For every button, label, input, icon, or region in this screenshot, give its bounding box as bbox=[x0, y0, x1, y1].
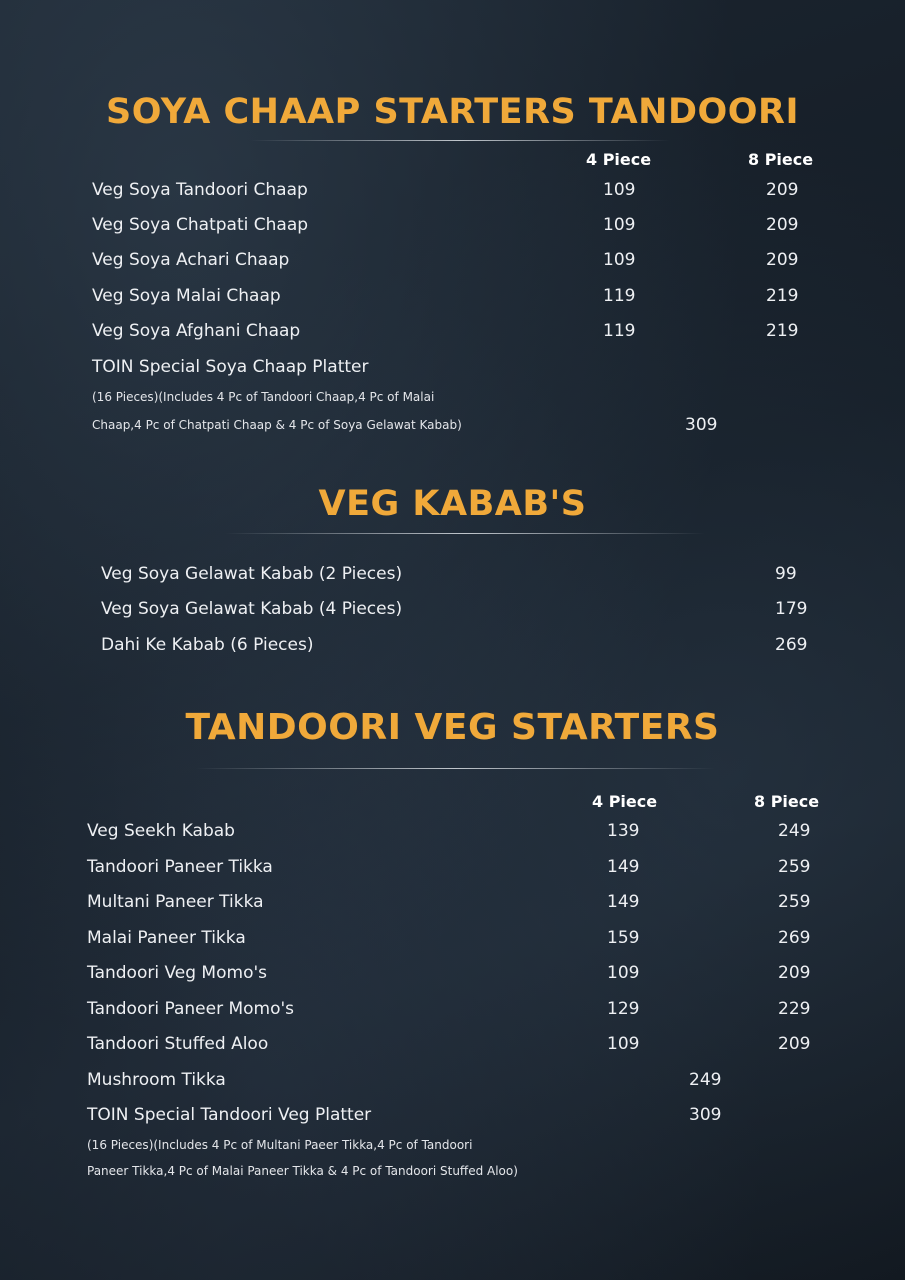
section-title-tandoori-veg-starters: TANDOORI VEG STARTERS bbox=[185, 707, 720, 748]
menu-item bbox=[0, 928, 905, 958]
price-8-piece: 209 bbox=[778, 1034, 811, 1054]
price-4-piece: 109 bbox=[607, 1034, 640, 1054]
menu-item bbox=[0, 857, 905, 887]
platter-price: 309 bbox=[689, 1105, 722, 1125]
col-header-4-piece: 4 Piece bbox=[586, 150, 652, 169]
item-name: Veg Soya Chatpati Chaap bbox=[92, 215, 309, 235]
price-4-piece: 149 bbox=[607, 892, 640, 912]
platter-description: (16 Pieces)(Includes 4 Pc of Tandoori Chaap,4 Pc of Malai bbox=[92, 390, 435, 404]
item-name: Veg Soya Afghani Chaap bbox=[92, 321, 301, 341]
menu-item bbox=[0, 180, 905, 210]
item-name: Multani Paneer Tikka bbox=[87, 892, 264, 912]
item-price: 249 bbox=[689, 1070, 722, 1090]
item-name: Veg Soya Malai Chaap bbox=[92, 286, 281, 306]
menu-item bbox=[0, 892, 905, 922]
price-8-piece: 209 bbox=[766, 215, 799, 235]
price-8-piece: 219 bbox=[766, 321, 799, 341]
platter-description: Paneer Tikka,4 Pc of Malai Paneer Tikka & 4 Pc of Tandoori Stuffed Aloo) bbox=[87, 1164, 518, 1178]
price-4-piece: 109 bbox=[603, 250, 636, 270]
price-4-piece: 109 bbox=[603, 215, 636, 235]
item-name: TOIN Special Soya Chaap Platter bbox=[92, 357, 369, 377]
title-divider bbox=[225, 533, 705, 534]
platter-item bbox=[0, 357, 905, 387]
item-name: TOIN Special Tandoori Veg Platter bbox=[87, 1105, 372, 1125]
item-price: 179 bbox=[775, 599, 808, 619]
platter-item bbox=[0, 1105, 905, 1135]
item-name: Tandoori Paneer Momo's bbox=[87, 999, 295, 1019]
menu-item bbox=[0, 1070, 905, 1100]
menu-item bbox=[0, 215, 905, 245]
item-name: Veg Soya Gelawat Kabab (4 Pieces) bbox=[101, 599, 403, 619]
price-4-piece: 119 bbox=[603, 321, 636, 341]
price-4-piece: 139 bbox=[607, 821, 640, 841]
item-name: Tandoori Paneer Tikka bbox=[87, 857, 273, 877]
price-8-piece: 229 bbox=[778, 999, 811, 1019]
item-name: Tandoori Veg Momo's bbox=[87, 963, 267, 983]
col-header-8-piece: 8 Piece bbox=[748, 150, 814, 169]
item-name: Mushroom Tikka bbox=[87, 1070, 226, 1090]
menu-item bbox=[0, 963, 905, 993]
platter-price: 309 bbox=[685, 415, 718, 435]
item-price: 99 bbox=[775, 564, 797, 584]
col-header-8-piece: 8 Piece bbox=[754, 792, 820, 811]
price-8-piece: 249 bbox=[778, 821, 811, 841]
price-8-piece: 209 bbox=[766, 180, 799, 200]
section-title-veg-kababs: VEG KABAB'S bbox=[318, 484, 587, 524]
menu-item bbox=[0, 1034, 905, 1064]
price-8-piece: 209 bbox=[766, 250, 799, 270]
price-4-piece: 109 bbox=[607, 963, 640, 983]
item-name: Veg Soya Achari Chaap bbox=[92, 250, 290, 270]
price-4-piece: 109 bbox=[603, 180, 636, 200]
menu-item bbox=[0, 821, 905, 851]
price-8-piece: 219 bbox=[766, 286, 799, 306]
menu-item bbox=[0, 599, 905, 629]
price-4-piece: 159 bbox=[607, 928, 640, 948]
menu-item bbox=[0, 999, 905, 1029]
item-name: Veg Soya Tandoori Chaap bbox=[92, 180, 308, 200]
col-header-4-piece: 4 Piece bbox=[592, 792, 658, 811]
price-8-piece: 259 bbox=[778, 892, 811, 912]
title-divider bbox=[250, 140, 670, 141]
platter-description: (16 Pieces)(Includes 4 Pc of Multani Paeer Tikka,4 Pc of Tandoori bbox=[87, 1138, 473, 1152]
price-8-piece: 259 bbox=[778, 857, 811, 877]
item-name: Tandoori Stuffed Aloo bbox=[87, 1034, 269, 1054]
price-8-piece: 209 bbox=[778, 963, 811, 983]
menu-item bbox=[0, 250, 905, 280]
item-name: Malai Paneer Tikka bbox=[87, 928, 246, 948]
price-4-piece: 149 bbox=[607, 857, 640, 877]
price-8-piece: 269 bbox=[778, 928, 811, 948]
price-4-piece: 129 bbox=[607, 999, 640, 1019]
platter-description: Chaap,4 Pc of Chatpati Chaap & 4 Pc of Soya Gelawat Kabab) bbox=[92, 418, 462, 432]
section-title-soya-chaap: SOYA CHAAP STARTERS TANDOORI bbox=[106, 92, 799, 132]
menu-item bbox=[0, 564, 905, 594]
item-name: Veg Soya Gelawat Kabab (2 Pieces) bbox=[101, 564, 403, 584]
item-name: Veg Seekh Kabab bbox=[87, 821, 235, 841]
price-4-piece: 119 bbox=[603, 286, 636, 306]
item-name: Dahi Ke Kabab (6 Pieces) bbox=[101, 635, 314, 655]
title-divider bbox=[195, 768, 715, 769]
item-price: 269 bbox=[775, 635, 808, 655]
menu-item bbox=[0, 286, 905, 316]
menu-item bbox=[0, 321, 905, 351]
menu-item bbox=[0, 635, 905, 665]
